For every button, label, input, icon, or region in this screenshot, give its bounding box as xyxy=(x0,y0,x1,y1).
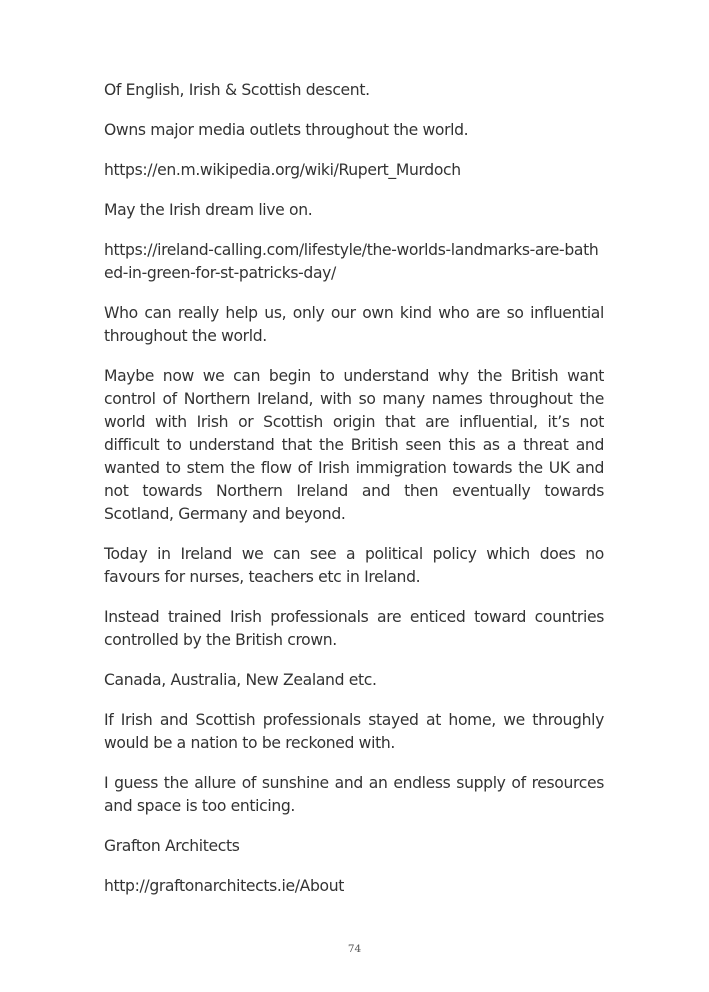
page-number: 74 xyxy=(347,943,362,955)
paragraph-descent: Of English, Irish & Scottish descent. xyxy=(104,81,370,99)
paragraph-irish-dream: May the Irish dream live on. xyxy=(104,201,313,219)
link-grafton-architects[interactable]: http://graftonarchitects.ie/About xyxy=(104,877,345,895)
paragraph-trained-professionals: Instead trained Irish professionals are enticed toward countries controlled by the British crown. xyxy=(104,608,604,649)
paragraph-british-control: Maybe now we can begin to understand why the British want control of Northern Ireland, with so many names throughout the world with Irish or Scottish origin that are influential, it’s not difficult to understand that the British seen this as a threat and wanted to stem the flow of Irish immigration towards the UK and not towards Northern Ireland and then eventually towards Scotland, Germany and beyond. xyxy=(104,367,604,523)
page-body xyxy=(104,79,604,915)
paragraph-who-can-help: Who can really help us, only our own kind who are so influential throughout the world. xyxy=(104,304,604,345)
paragraph-countries: Canada, Australia, New Zealand etc. xyxy=(104,671,377,689)
paragraph-allure-sunshine: I guess the allure of sunshine and an endless supply of resources and space is too enticing. xyxy=(104,774,604,815)
paragraph-political-policy: Today in Ireland we can see a political policy which does no favours for nurses, teachers etc in Ireland. xyxy=(104,545,604,586)
paragraph-stayed-at-home: If Irish and Scottish professionals stayed at home, we throughly would be a nation to be reckoned with. xyxy=(104,711,604,752)
link-wikipedia-murdoch[interactable]: https://en.m.wikipedia.org/wiki/Rupert_Murdoch xyxy=(104,161,461,179)
paragraph-grafton-architects: Grafton Architects xyxy=(104,837,240,855)
paragraph-media-outlets: Owns major media outlets throughout the world. xyxy=(104,121,469,139)
link-ireland-calling[interactable]: https://ireland-calling.com/lifestyle/the-worlds-landmarks-are-bathed-in-green-for-st-patricks-day/ xyxy=(104,241,599,282)
